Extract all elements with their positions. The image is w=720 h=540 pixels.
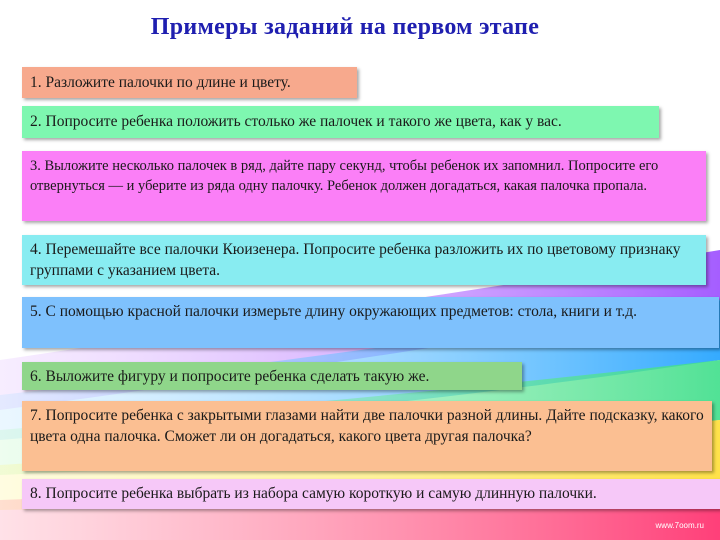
watermark: www.7oom.ru bbox=[655, 521, 704, 530]
task-card-8: 8. Попросите ребенка выбрать из набора самую короткую и самую длинную палочки. bbox=[22, 479, 720, 509]
task-card-4: 4. Перемешайте все палочки Кюизенера. Попросите ребенка разложить их по цветовому признаку группами с указанием цвета. bbox=[22, 235, 706, 285]
task-card-2: 2. Попросите ребенка положить столько же палочек и такого же цвета, как у вас. bbox=[22, 106, 659, 138]
task-card-6: 6. Выложите фигуру и попросите ребенка сделать такую же. bbox=[22, 362, 522, 390]
page-title: Примеры заданий на первом этапе bbox=[150, 14, 540, 40]
task-card-1: 1. Разложите палочки по длине и цвету. bbox=[22, 67, 357, 98]
task-card-5: 5. С помощью красной палочки измерьте длину окружающих предметов: стола, книги и т.д. bbox=[22, 297, 719, 348]
task-card-7: 7. Попросите ребенка с закрытыми глазами найти две палочки разной длины. Дайте подсказку, какого цвета одна палочка. Сможет ли он догадаться, какого цвета другая палочка? bbox=[22, 401, 712, 471]
task-card-3: 3. Выложите несколько палочек в ряд, дайте пару секунд, чтобы ребенок их запомнил. Попросите его отвернуться — и уберите из ряда одну палочку. Ребенок должен догадаться, какая палочка пропала. bbox=[22, 151, 706, 221]
